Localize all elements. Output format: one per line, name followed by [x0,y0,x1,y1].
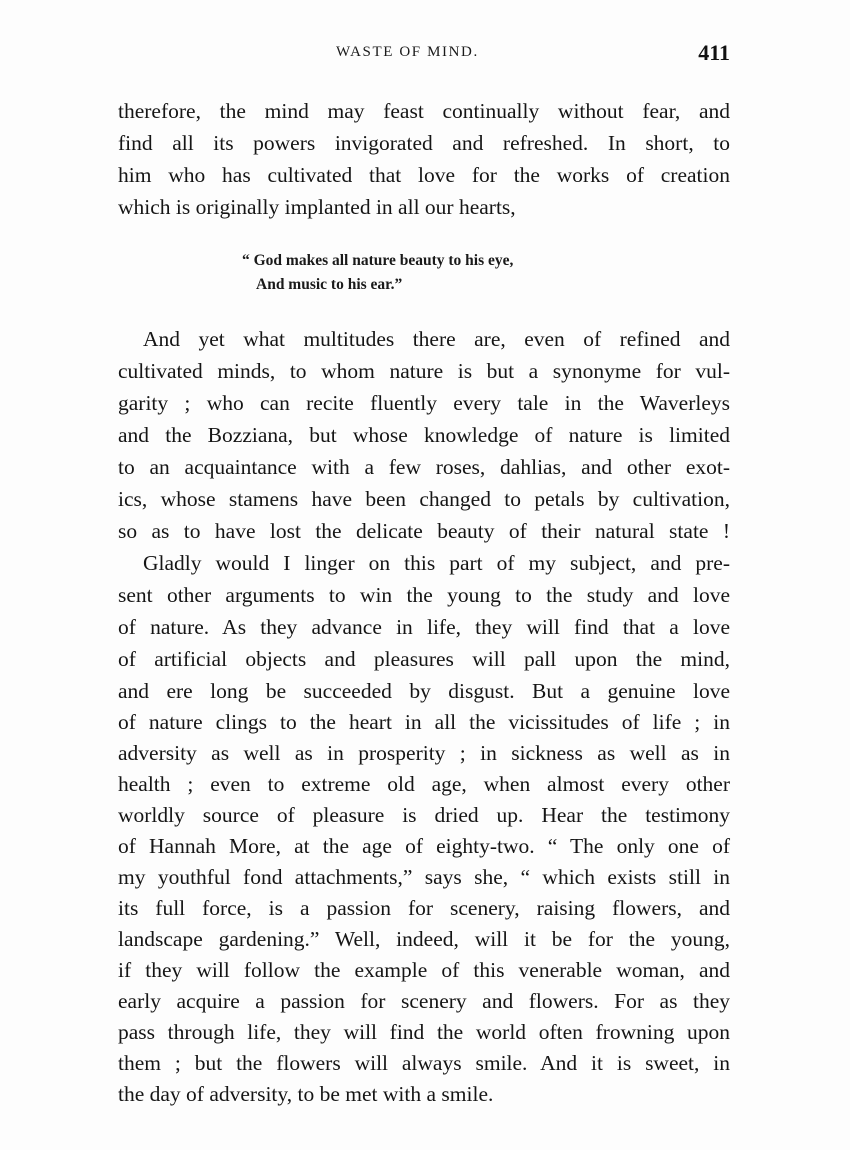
text-line: Gladly would I linger on this part of my subject, and pre- [143,551,730,575]
text-line: if they will follow the example of this venerable woman, and [118,958,730,982]
text-line: landscape gardening.” Well, indeed, will it be for the young, [118,927,730,951]
text-line: ics, whose stamens have been changed to petals by cultivation, [118,487,730,511]
text-line: them ; but the flowers will always smile. And it is sweet, in [118,1051,730,1075]
text-line: worldly source of pleasure is dried up. Hear the testimony [118,803,730,827]
text-line: of nature. As they advance in life, they will find that a love [118,615,730,639]
text-line: And yet what multitudes there are, even of refined and [143,327,730,351]
text-line: pass through life, they will find the world often frowning upon [118,1020,730,1044]
text-line: early acquire a passion for scenery and flowers. For as they [118,989,730,1013]
text-line: cultivated minds, to whom nature is but a synonyme for vul- [118,359,730,383]
text-line: of nature clings to the heart in all the vicissitudes of life ; in [118,710,730,734]
verse-line: And music to his ear.” [256,276,403,293]
text-line: sent other arguments to win the young to the study and love [118,583,730,607]
text-line: its full force, is a passion for scenery, raising flowers, and [118,896,730,920]
text-line: and the Bozziana, but whose knowledge of nature is limited [118,423,730,447]
text-line: therefore, the mind may feast continually without fear, and [118,99,730,123]
text-line: which is originally implanted in all our hearts, [118,195,516,219]
page-number: 411 [698,40,730,65]
text-line: garity ; who can recite fluently every tale in the Waverleys [118,391,730,415]
text-line: of artificial objects and pleasures will pall upon the mind, [118,647,730,671]
text-line: of Hannah More, at the age of eighty-two. “ The only one of [118,834,730,858]
text-line: and ere long be succeeded by disgust. But a genuine love [118,679,730,703]
text-line: to an acquaintance with a few roses, dahlias, and other exot- [118,455,730,479]
text-line: the day of adversity, to be met with a smile. [118,1082,494,1106]
text-line: find all its powers invigorated and refreshed. In short, to [118,131,730,155]
running-title: WASTE OF MIND. [336,44,479,60]
text-line: adversity as well as in prosperity ; in sickness as well as in [118,741,730,765]
verse-line: “ God makes all nature beauty to his eye, [242,252,514,269]
text-line: health ; even to extreme old age, when almost every other [118,772,730,796]
text-line: my youthful fond attachments,” says she, “ which exists still in [118,865,730,889]
text-line: him who has cultivated that love for the works of creation [118,163,730,187]
text-line: so as to have lost the delicate beauty of their natural state ! [118,519,730,543]
